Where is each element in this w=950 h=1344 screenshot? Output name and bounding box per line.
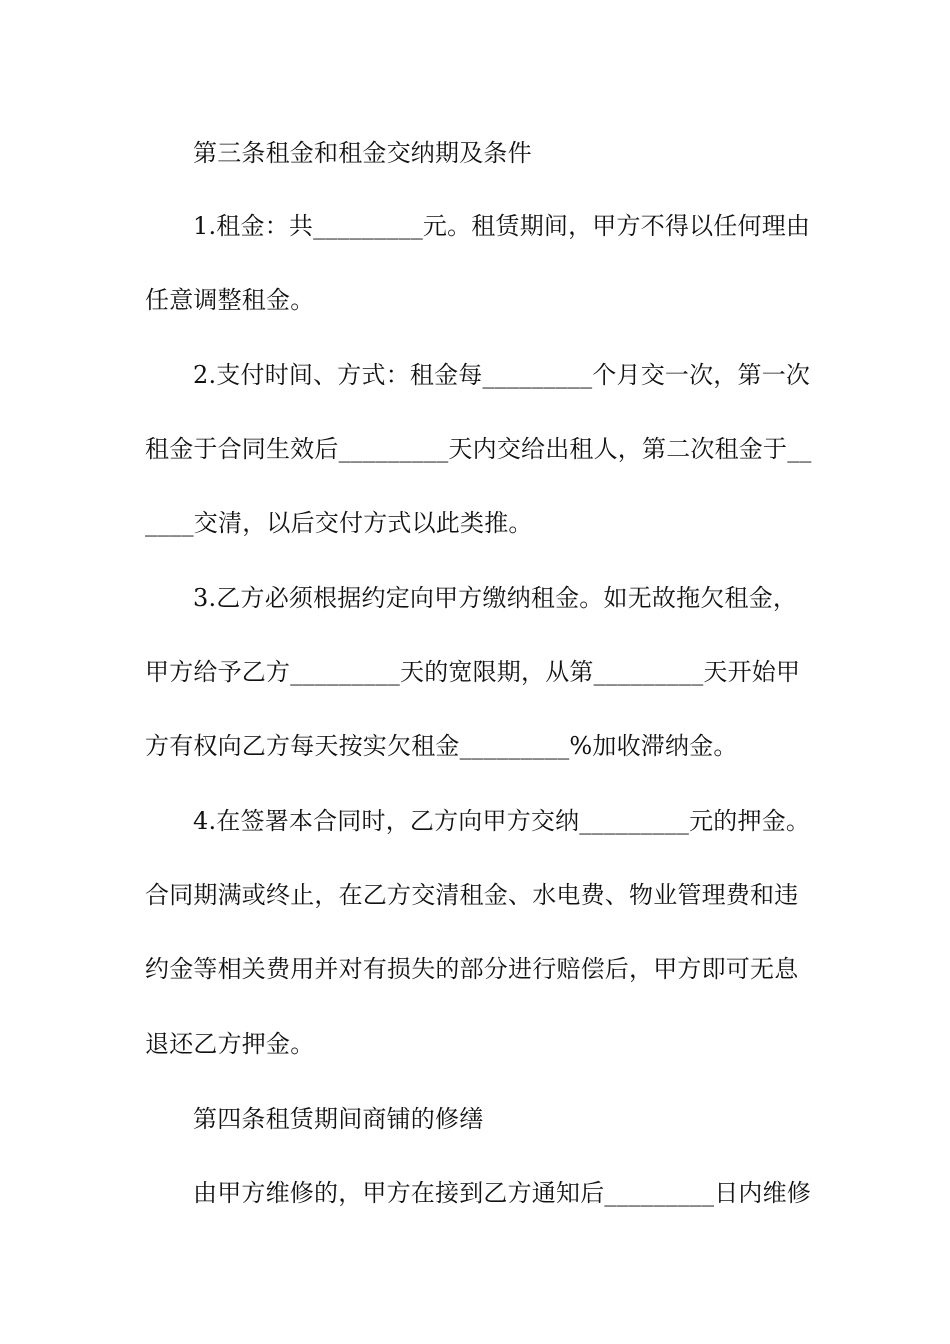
paragraph-line: 合同期满或终止，在乙方交清租金、水电费、物业管理费和违: [145, 881, 799, 909]
paragraph-line: 甲方给予乙方_________天的宽限期，从第_________天开始甲: [145, 658, 801, 686]
paragraph-line: 1.租金：共_________元。租赁期间，甲方不得以任何理由: [193, 212, 811, 240]
paragraph-line: 2.支付时间、方式：租金每_________个月交一次，第一次: [193, 361, 811, 389]
section-heading-article-3: 第三条租金和租金交纳期及条件: [193, 139, 532, 167]
paragraph-line: 4.在签署本合同时，乙方向甲方交纳_________元的押金。: [193, 807, 811, 835]
paragraph-line: 约金等相关费用并对有损失的部分进行赔偿后，甲方即可无息: [145, 955, 799, 983]
paragraph-line: 3.乙方必须根据约定向甲方缴纳租金。如无故拖欠租金，: [193, 584, 798, 612]
paragraph-line: 方有权向乙方每天按实欠租金_________%加收滞纳金。: [145, 732, 738, 760]
paragraph-line: 由甲方维修的，甲方在接到乙方通知后_________日内维修: [193, 1179, 811, 1207]
section-heading-article-4: 第四条租赁期间商铺的修缮: [193, 1105, 484, 1133]
paragraph-line: ____交清，以后交付方式以此类推。: [145, 509, 533, 537]
paragraph-line: 租金于合同生效后_________天内交给出租人，第二次租金于__: [145, 435, 812, 463]
paragraph-line: 任意调整租金。: [145, 286, 315, 314]
paragraph-line: 退还乙方押金。: [145, 1030, 315, 1058]
